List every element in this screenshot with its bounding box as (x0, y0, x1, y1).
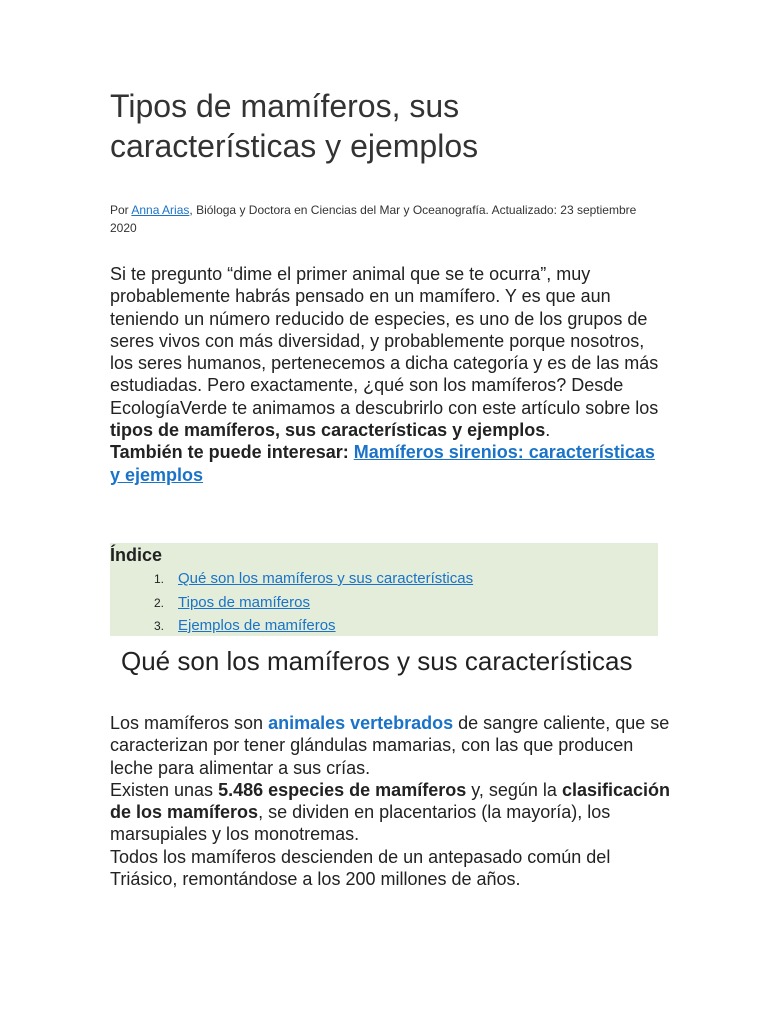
intro-bold: tipos de mamíferos, sus características y ejemplos (110, 420, 546, 441)
table-of-contents (110, 543, 658, 636)
byline (110, 201, 660, 237)
vertebrados-link[interactable]: animales vertebrados (268, 713, 454, 733)
p2-bold-species: 5.486 especies de mamíferos (218, 779, 467, 800)
toc-title: Índice (110, 545, 163, 565)
article-title: Tipos de mamíferos, sus características y ejemplos (110, 88, 479, 164)
intro-paragraph (110, 263, 660, 441)
author-link[interactable]: Anna Arias (131, 203, 190, 217)
byline-prefix: Por (110, 203, 132, 217)
intro (110, 263, 660, 486)
toc-link-ejemplos[interactable]: Ejemplos de mamíferos (178, 617, 336, 634)
section-paragraph-2 (110, 779, 670, 846)
toc-item (154, 614, 473, 638)
p2-text-c: , se dividen en placentarios (la mayoría), los marsupiales y los monotremas. (110, 802, 611, 845)
toc-number: 2. (154, 595, 165, 610)
related-paragraph (110, 441, 660, 486)
section-paragraph-3: Todos los mamíferos descienden de un antepasado común del Triásico, remontándose a los 200 millones de años. (110, 846, 611, 890)
toc-item (154, 591, 473, 615)
section-body (110, 712, 670, 890)
related-link[interactable]: Mamíferos sirenios: características y ejemplos (110, 442, 655, 485)
toc-link-tipos[interactable]: Tipos de mamíferos (178, 593, 310, 611)
related-label: También te puede interesar: (110, 442, 354, 463)
p2-bold-classification: clasificación de los mamíferos (110, 779, 671, 823)
toc-link-que-son[interactable]: Qué son los mamíferos y sus características (178, 570, 474, 587)
intro-end: . (545, 420, 551, 441)
p2-text-a: Existen unas (110, 779, 219, 800)
section-paragraph-1 (110, 712, 670, 779)
p2-text-b: y, según la (466, 779, 562, 800)
toc-item (154, 567, 473, 591)
p1-text-a: Los mamíferos son (110, 713, 269, 733)
section-heading: Qué son los mamíferos y sus características (121, 646, 633, 676)
intro-text: Si te pregunto “dime el primer animal que se te ocurra”, muy probablemente habrás pensado en un mamífero. Y es que aun teniendo un número reducido de especies, es uno de los grupos de seres vivos con más diversidad, y probablemente porque nosotros, los seres humanos, pertenecemos a dicha categoría y es de las más estudiadas. Pero exactamente, ¿qué son los mamíferos? Desde EcologíaVerde te animamos a descubrirlo con este artículo sobre los (110, 264, 659, 418)
toc-number: 3. (154, 619, 165, 633)
toc-list (154, 567, 473, 638)
p1-text-b: de sangre caliente, que se caracterizan por tener glándulas mamarias, con las que producen leche para alimentar a sus crías. (110, 713, 670, 778)
toc-number: 1. (154, 572, 165, 586)
byline-details: , Bióloga y Doctora en Ciencias del Mar y Oceanografía. Actualizado: 23 septiembre 2020 (110, 203, 637, 235)
